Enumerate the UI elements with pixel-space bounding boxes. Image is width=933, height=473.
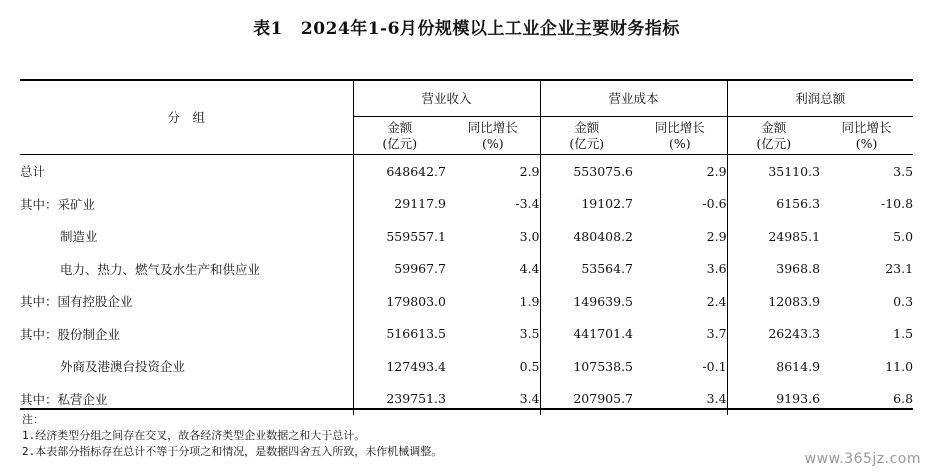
amount-cell: 29117.9 bbox=[394, 196, 446, 212]
amount-cell: 35110.3 bbox=[768, 163, 821, 179]
amount-cell: 12083.9 bbox=[768, 293, 821, 309]
amount-cell: 516613.5 bbox=[386, 326, 446, 342]
amount-cell: 648642.7 bbox=[386, 163, 446, 179]
growth-cell: 3.7 bbox=[633, 318, 727, 351]
amount-cell: 53564.7 bbox=[581, 261, 634, 277]
growth-cell: 5.0 bbox=[893, 228, 914, 244]
growth-cell: -10.8 bbox=[880, 196, 914, 212]
row-label: 其中：采矿业 bbox=[20, 188, 353, 221]
growth-cell: 1.5 bbox=[893, 326, 914, 342]
cost-header: 营业成本 bbox=[540, 80, 727, 117]
amount-cell: 179803.0 bbox=[386, 293, 446, 309]
amount-cell: 441701.4 bbox=[573, 326, 634, 342]
row-label: 其中：国有控股企业 bbox=[20, 285, 353, 318]
row-label: 其中：股份制企业 bbox=[20, 318, 353, 351]
growth-cell: 2.9 bbox=[633, 155, 727, 188]
growth-subheader: 同比增长 (%) bbox=[820, 117, 913, 155]
growth-cell: 0.3 bbox=[893, 293, 914, 309]
growth-cell: 2.4 bbox=[633, 285, 727, 318]
table-row bbox=[20, 188, 913, 221]
table-number: 表1 bbox=[253, 19, 283, 39]
growth-cell: 3.4 bbox=[446, 383, 540, 416]
table-row bbox=[20, 318, 913, 351]
amount-cell: 480408.2 bbox=[573, 228, 634, 244]
row-label: 电力、热力、燃气及水生产和供应业 bbox=[20, 253, 353, 286]
growth-cell: -3.4 bbox=[446, 188, 540, 221]
growth-cell: 11.0 bbox=[885, 358, 914, 374]
bottom-rule bbox=[20, 408, 913, 410]
amount-cell: 149639.5 bbox=[573, 293, 634, 309]
group-header: 分 组 bbox=[20, 80, 353, 155]
amount-cell: 239751.3 bbox=[386, 391, 446, 407]
row-label: 总计 bbox=[20, 155, 353, 188]
row-label: 制造业 bbox=[20, 220, 353, 253]
table-body bbox=[20, 155, 913, 416]
watermark: www.365jz.com bbox=[804, 451, 921, 467]
table-row bbox=[20, 350, 913, 383]
table-row bbox=[20, 285, 913, 318]
amount-subheader: 金额 (亿元) bbox=[353, 117, 446, 155]
growth-subheader: 同比增长 (%) bbox=[633, 117, 727, 155]
notes bbox=[22, 412, 442, 460]
amount-cell: 59967.7 bbox=[394, 261, 446, 277]
growth-cell: 2.9 bbox=[446, 155, 540, 188]
growth-cell: 3.0 bbox=[446, 220, 540, 253]
growth-cell: 3.4 bbox=[633, 383, 727, 416]
financial-indicators-table bbox=[20, 80, 913, 415]
growth-cell: 2.9 bbox=[633, 220, 727, 253]
amount-cell: 6156.3 bbox=[776, 196, 821, 212]
profit-header: 利润总额 bbox=[727, 80, 913, 117]
amount-cell: 24985.1 bbox=[768, 228, 821, 244]
growth-cell: 23.1 bbox=[885, 261, 914, 277]
table-row bbox=[20, 383, 913, 416]
growth-cell: 3.5 bbox=[893, 163, 914, 179]
growth-cell: -0.6 bbox=[633, 188, 727, 221]
note-item: 2.本表部分指标存在总计不等于分项之和情况，是数据四舍五入所致，未作机械调整。 bbox=[22, 445, 443, 458]
notes-label: 注： bbox=[22, 413, 44, 426]
amount-subheader: 金额 (亿元) bbox=[540, 117, 633, 155]
table-row bbox=[20, 253, 913, 286]
amount-cell: 3968.8 bbox=[776, 261, 821, 277]
growth-cell: -0.1 bbox=[633, 350, 727, 383]
amount-cell: 26243.3 bbox=[768, 326, 821, 342]
row-label: 其中：私营企业 bbox=[20, 383, 353, 416]
growth-subheader: 同比增长 (%) bbox=[446, 117, 540, 155]
amount-cell: 207905.7 bbox=[573, 391, 634, 407]
row-label: 外商及港澳台投资企业 bbox=[20, 350, 353, 383]
growth-cell: 6.8 bbox=[893, 391, 914, 407]
amount-subheader: 金额 (亿元) bbox=[727, 117, 820, 155]
growth-cell: 4.4 bbox=[446, 253, 540, 286]
table-title bbox=[0, 14, 933, 39]
amount-cell: 9193.6 bbox=[776, 391, 821, 407]
amount-cell: 553075.6 bbox=[573, 163, 634, 179]
revenue-header: 营业收入 bbox=[353, 80, 540, 117]
amount-cell: 19102.7 bbox=[581, 196, 634, 212]
table-row bbox=[20, 220, 913, 253]
growth-cell: 0.5 bbox=[446, 350, 540, 383]
amount-cell: 107538.5 bbox=[573, 358, 634, 374]
amount-cell: 8614.9 bbox=[776, 358, 821, 374]
growth-cell: 3.6 bbox=[633, 253, 727, 286]
note-item: 1.经济类型分组之间存在交叉，故各经济类型企业数据之和大于总计。 bbox=[22, 429, 366, 442]
amount-cell: 559557.1 bbox=[386, 228, 446, 244]
table-row bbox=[20, 155, 913, 188]
growth-cell: 1.9 bbox=[446, 285, 540, 318]
table-title-text: 2024年1-6月份规模以上工业企业主要财务指标 bbox=[300, 19, 680, 39]
growth-cell: 3.5 bbox=[446, 318, 540, 351]
amount-cell: 127493.4 bbox=[386, 358, 446, 374]
